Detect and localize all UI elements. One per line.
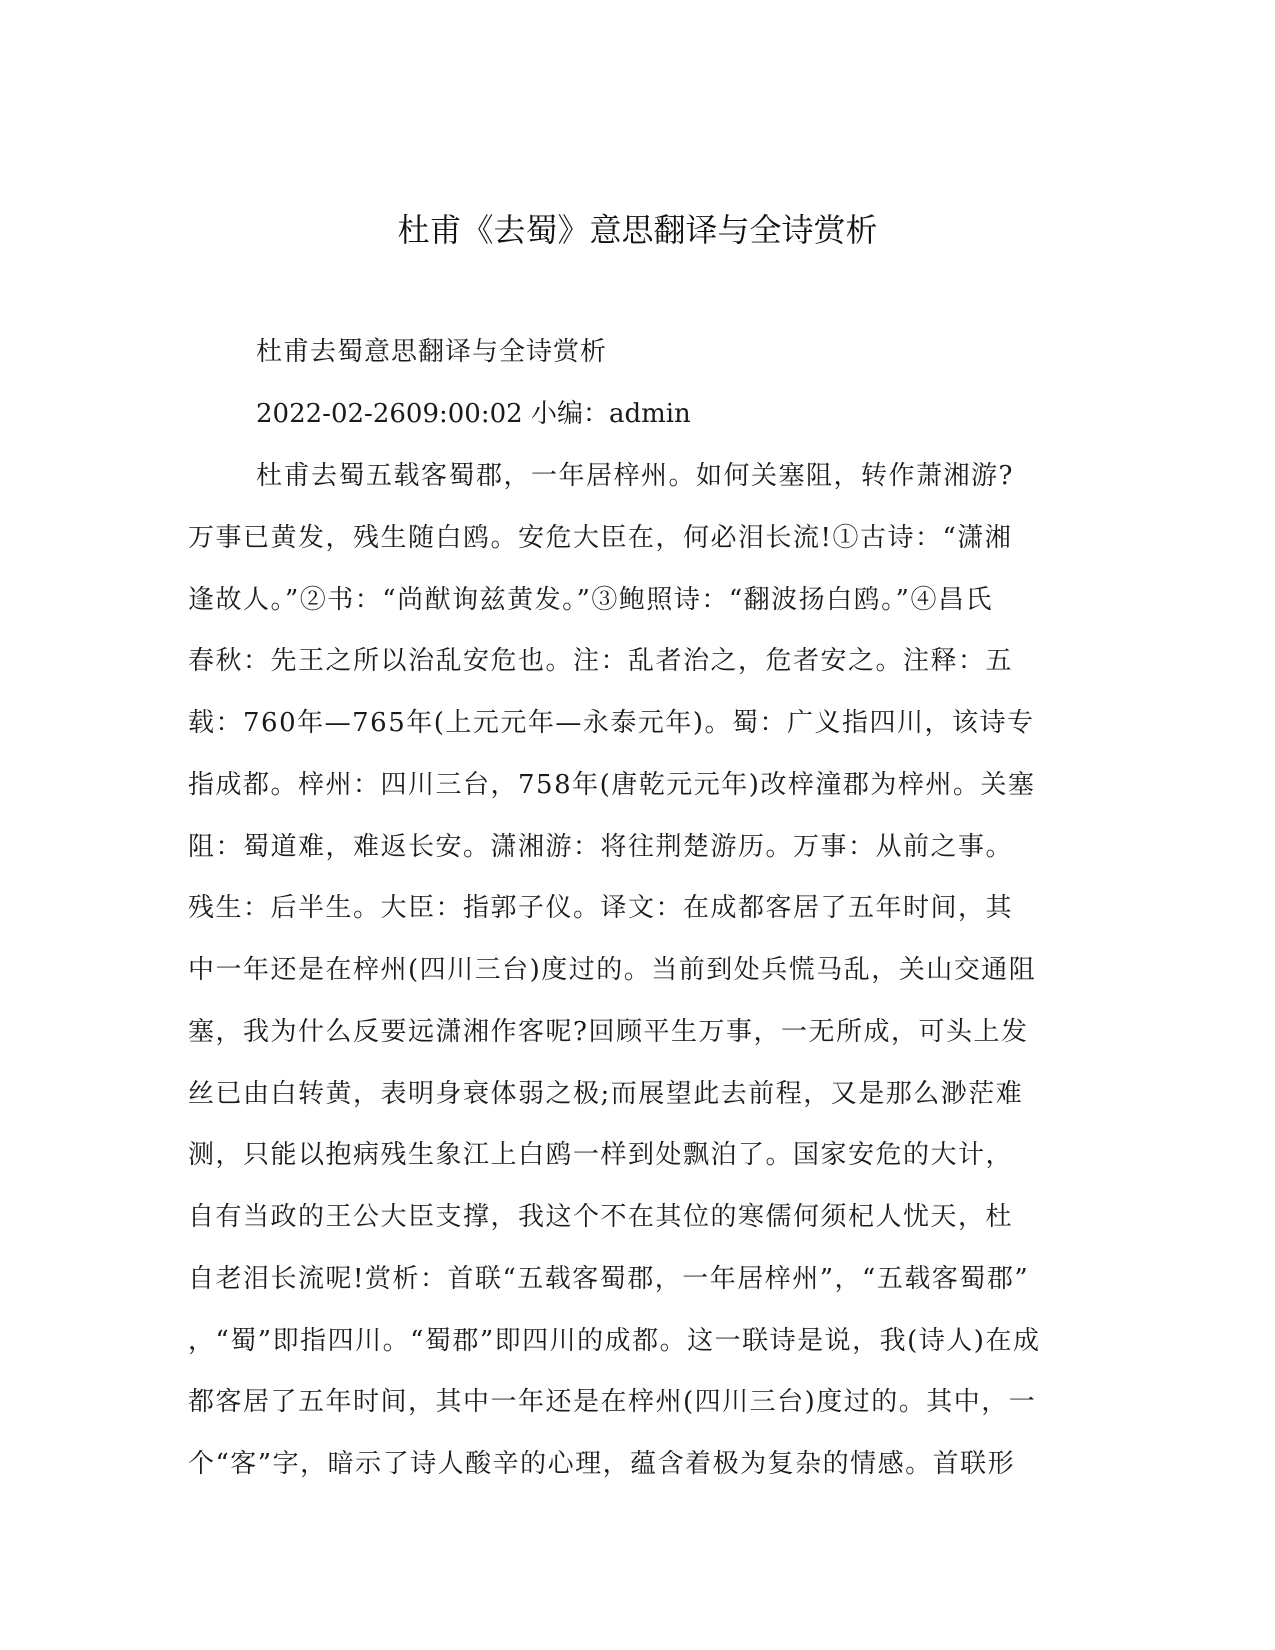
- document-title: 杜甫《去蜀》意思翻译与全诗赏析: [397, 211, 878, 249]
- body-line: 万事已黄发，残生随白鸥。安危大臣在，何必泪长流!①古诗：“潇湘: [188, 522, 1013, 553]
- publish-meta: 2022-02-2609:00:02 小编：admin: [256, 399, 691, 429]
- body-line: 残生：后半生。大臣：指郭子仪。译文：在成都客居了五年时间，其: [188, 893, 1014, 924]
- body-line: 春秋：先王之所以治乱安危也。注：乱者治之，危者安之。注释：五: [188, 646, 1014, 677]
- body-line: 自有当政的王公大臣支撑，我这个不在其位的寒儒何须杞人忧天，杜: [188, 1202, 1014, 1232]
- body-line: 指成都。梓州：四川三台，758年(唐乾元元年)改梓潼郡为梓州。关塞: [188, 769, 1036, 800]
- body-text: [188, 456, 1088, 1506]
- body-line: 测，只能以抱病残生象江上白鸥一样到处飘泊了。国家安危的大计，: [188, 1140, 1014, 1171]
- body-line: 载：760年—765年(上元元年—永泰元年)。蜀：广义指四川，该诗专: [188, 708, 1035, 738]
- body-line: 都客居了五年时间，其中一年还是在梓州(四川三台)度过的。其中，一: [188, 1387, 1037, 1418]
- body-line: 杜甫去蜀五载客蜀郡，一年居梓州。如何关塞阻，转作萧湘游?: [256, 461, 1014, 491]
- body-line: 个“客”字，暗示了诗人酸辛的心理，蕴含着极为复杂的情感。首联形: [188, 1449, 1016, 1479]
- body-line: 丝已由白转黄，表明身衰体弱之极;而展望此去前程，又是那么渺茫难: [188, 1078, 1024, 1109]
- body-line: 逢故人。”②书：“尚猷询兹黄发。”③鲍照诗：“翻波扬白鸥。”④昌氏: [188, 584, 993, 615]
- body-line: 塞，我为什么反要远潇湘作客呢?回顾平生万事，一无所成，可头上发: [188, 1016, 1029, 1047]
- body-line: 自老泪长流呢!赏析：首联“五载客蜀郡，一年居梓州”，“五载客蜀郡”: [188, 1263, 1030, 1294]
- document-subtitle: 杜甫去蜀意思翻译与全诗赏析: [256, 337, 608, 367]
- body-line: 中一年还是在梓州(四川三台)度过的。当前到处兵慌马乱，关山交通阻: [188, 955, 1037, 985]
- body-line: 阻：蜀道难，难返长安。潇湘游：将往荆楚游历。万事：从前之事。: [188, 831, 1014, 862]
- body-line: ，“蜀”即指四川。“蜀郡”即四川的成都。这一联诗是说，我(诗人)在成: [188, 1325, 1041, 1356]
